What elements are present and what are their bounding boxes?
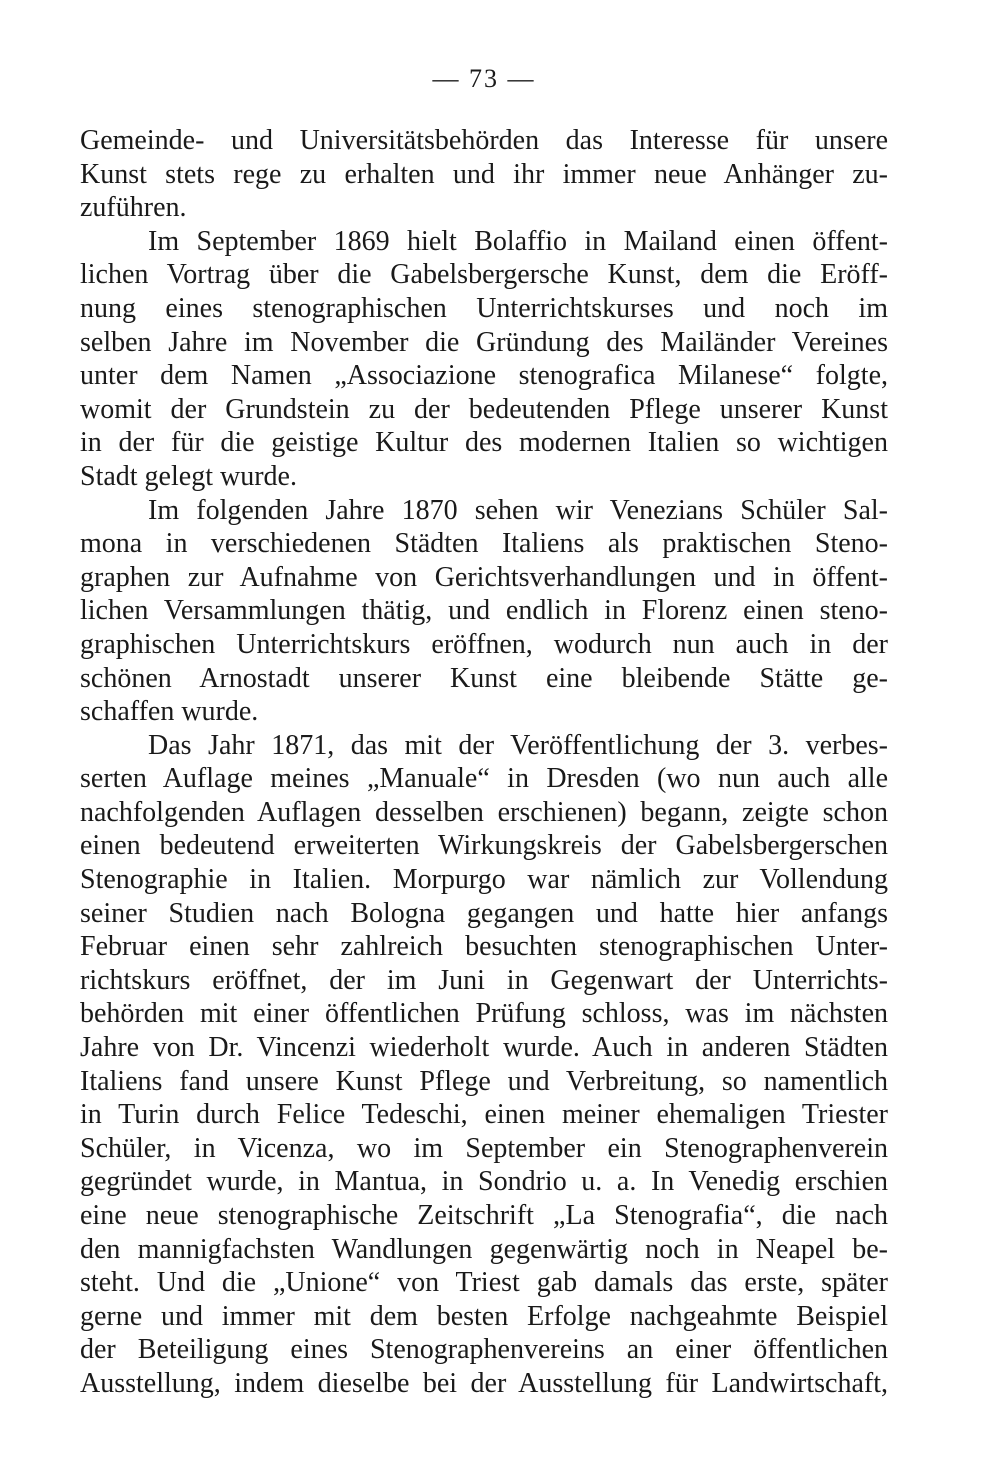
page-body-text xyxy=(80,124,888,1401)
text-line: gegründet wurde, in Mantua, in Sondrio u. a. In Venedig erschien xyxy=(80,1166,888,1198)
text-line: Stenographie in Italien. Morpurgo war nämlich zur Vollendung xyxy=(80,864,888,896)
text-line: behörden mit einer öffentlichen Prüfung schloss, was im nächsten xyxy=(80,998,888,1030)
text-line: Gemeinde- und Universitätsbehörden das Interesse für unsere xyxy=(80,125,888,156)
text-line: lichen Versammlungen thätig, und endlich in Florenz einen steno- xyxy=(80,595,888,627)
paragraph xyxy=(80,124,888,225)
text-line: zuführen. xyxy=(80,192,187,224)
paragraph xyxy=(80,225,888,494)
text-line: Stadt gelegt wurde. xyxy=(80,460,297,492)
text-line: Italiens fand unsere Kunst Pflege und Verbreitung, so namentlich xyxy=(80,1065,888,1097)
text-line: Im folgenden Jahre 1870 sehen wir Venezians Schüler Sal- xyxy=(148,494,888,526)
text-line: mona in verschiedenen Städten Italiens als praktischen Steno- xyxy=(80,528,888,560)
text-line: Schüler, in Vicenza, wo im September ein Stenographenverein xyxy=(80,1132,888,1164)
text-line: Im September 1869 hielt Bolaffio in Mailand einen öffent- xyxy=(148,225,888,257)
text-line: den mannigfachsten Wandlungen gegenwärtig noch in Neapel be- xyxy=(80,1233,888,1265)
text-line: in der für die geistige Kultur des modernen Italien so wichtigen xyxy=(80,427,888,459)
text-line: Februar einen sehr zahlreich besuchten stenographischen Unter- xyxy=(80,931,888,963)
text-line: in Turin durch Felice Tedeschi, einen meiner ehemaligen Triester xyxy=(80,1099,888,1131)
text-line: Ausstellung, indem dieselbe bei der Ausstellung für Landwirtschaft, xyxy=(80,1367,888,1399)
text-line: graphischen Unterrichtskurs eröffnen, wodurch nun auch in der xyxy=(80,628,888,660)
text-line: lichen Vortrag über die Gabelsbergersche Kunst, dem die Eröff- xyxy=(80,259,888,291)
text-line: gerne und immer mit dem besten Erfolge nachgeahmte Beispiel xyxy=(80,1300,888,1332)
text-line: der Beteiligung eines Stenographenvereins an einer öffentlichen xyxy=(80,1334,888,1366)
text-line: Kunst stets rege zu erhalten und ihr immer neue Anhänger zu- xyxy=(80,158,888,190)
text-line: nachfolgenden Auflagen desselben erschienen) begann, zeigte schon xyxy=(80,796,888,828)
text-line: serten Auflage meines „Manuale“ in Dresden (wo nun auch alle xyxy=(80,763,888,795)
text-line: unter dem Namen „Associazione stenografica Milanese“ folgte, xyxy=(80,360,888,392)
text-line: schaffen wurde. xyxy=(80,696,259,728)
text-line: schönen Arnostadt unserer Kunst eine bleibende Stätte ge- xyxy=(80,662,888,694)
book-page xyxy=(80,62,888,1401)
text-line: Das Jahr 1871, das mit der Veröffentlichung der 3. verbes- xyxy=(148,729,888,761)
text-line: graphen zur Aufnahme von Gerichtsverhandlungen und in öffent- xyxy=(80,561,888,593)
text-line: seiner Studien nach Bologna gegangen und hatte hier anfangs xyxy=(80,897,888,929)
text-line: womit der Grundstein zu der bedeutenden Pflege unserer Kunst xyxy=(80,393,888,425)
paragraph xyxy=(80,729,888,1401)
text-line: eine neue stenographische Zeitschrift „La Stenografia“, die nach xyxy=(80,1200,888,1231)
text-line: richtskurs eröffnet, der im Juni in Gegenwart der Unterrichts- xyxy=(80,964,888,996)
text-line: selben Jahre im November die Gründung des Mailänder Vereines xyxy=(80,326,888,358)
page-number: — 73 — xyxy=(432,64,536,93)
paragraph xyxy=(80,494,888,729)
text-line: steht. Und die „Unione“ von Triest gab damals das erste, später xyxy=(80,1267,888,1299)
text-line: einen bedeutend erweiterten Wirkungskreis der Gabelsbergerschen xyxy=(80,830,888,862)
text-line: Jahre von Dr. Vincenzi wiederholt wurde. Auch in anderen Städten xyxy=(80,1032,888,1064)
text-line: nung eines stenographischen Unterrichtskurses und noch im xyxy=(80,292,888,324)
